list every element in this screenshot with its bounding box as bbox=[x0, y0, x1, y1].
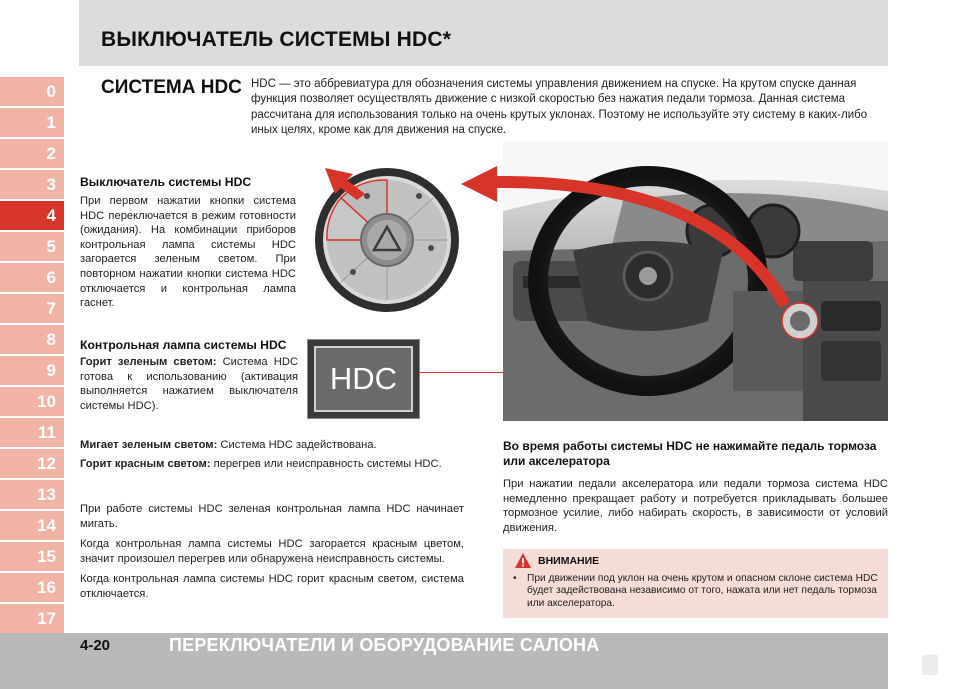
chapter-tab-5[interactable]: 5 bbox=[0, 232, 64, 261]
warning-text: При движении под уклон на очень крутом и опасном склоне система HDC будет задействована независимо от того, нажата или нет педаль тормоза или акселератора. bbox=[527, 573, 878, 609]
corner-mark bbox=[922, 655, 938, 675]
hdc-indicator-label: HDC bbox=[314, 346, 413, 412]
pedal-heading: Во время работы системы HDC не нажимайте педаль тормоза или акселератора bbox=[503, 439, 877, 468]
warning-bullet: • bbox=[513, 573, 517, 584]
chapter-tab-4[interactable]: 4 bbox=[0, 201, 64, 230]
chapter-tab-7[interactable]: 7 bbox=[0, 294, 64, 323]
green-blink-text: Система HDC задействована. bbox=[220, 439, 377, 451]
warning-title: ВНИМАНИЕ bbox=[538, 555, 600, 567]
pointer-arrow bbox=[455, 160, 800, 310]
chapter-tab-11[interactable]: 11 bbox=[0, 418, 64, 447]
switch-heading: Выключатель системы HDC bbox=[80, 175, 252, 189]
chapter-tab-16[interactable]: 16 bbox=[0, 573, 64, 602]
warning-text-block bbox=[513, 573, 878, 610]
section-intro: HDC — это аббревиатура для обозначения системы управления движением на спуске. На крутом спуске данная функция позволяет осуществлять движение с низкой скоростью без нажатия педали тормоза. Данная система рассчитана для использования только на очень крутых уклонах. Поэтому не используйте эту систему в каких-либо иных целях, кроме как для движения на спуске. bbox=[251, 78, 868, 137]
chapter-tab-15[interactable]: 15 bbox=[0, 542, 64, 571]
warning-box bbox=[503, 549, 888, 618]
green-on-text: Система HDC готова к использованию (активация выполняется нажатием выключателя системы HDC). bbox=[80, 356, 298, 412]
page-title: ВЫКЛЮЧАТЕЛЬ СИСТЕМЫ HDC* bbox=[101, 28, 452, 51]
section-heading: СИСТЕМА HDC bbox=[101, 77, 242, 98]
operation-p1: При работе системы HDC зеленая контрольная лампа HDC начинает мигать. bbox=[80, 503, 464, 530]
pedal-text: При нажатии педали акселератора или педали тормоза система HDC немедленно прекращает работу и потребуется прикладывать большее тормозное усилие, либо набирать скорость, в зависимости от условий движения. bbox=[503, 478, 888, 534]
chapter-tab-6[interactable]: 6 bbox=[0, 263, 64, 292]
red-text: перегрев или неисправность системы HDC. bbox=[213, 457, 442, 470]
chapter-tab-17[interactable]: 17 bbox=[0, 604, 64, 633]
chapter-tabs bbox=[0, 77, 64, 635]
switch-text: При первом нажатии кнопки система HDC переключается в режим готовности (ожидания). На комбинации приборов контрольная лампа системы HDC загорается зеленым светом. При повторном нажатии кнопки система HDC отключается и контрольная лампа гаснет. bbox=[80, 195, 296, 310]
chapter-tab-2[interactable]: 2 bbox=[0, 139, 64, 168]
operation-p3: Когда контрольная лампа системы HDC горит красным светом, система отключается. bbox=[80, 573, 464, 600]
warning-icon bbox=[515, 553, 531, 568]
page-number: 4-20 bbox=[80, 637, 111, 654]
hdc-switch-illustration bbox=[307, 160, 472, 315]
lamp-block bbox=[80, 338, 298, 413]
chapter-tab-9[interactable]: 9 bbox=[0, 356, 64, 385]
hdc-indicator-lamp bbox=[307, 339, 420, 419]
operation-p2: Когда контрольная лампа системы HDC загорается красным цветом, значит произошел перегрев или обнаружена неисправность системы. bbox=[80, 538, 464, 565]
chapter-tab-1[interactable]: 1 bbox=[0, 108, 64, 137]
operation-block bbox=[80, 502, 464, 602]
footer-title: ПЕРЕКЛЮЧАТЕЛИ И ОБОРУДОВАНИЕ САЛОНА bbox=[169, 635, 600, 655]
lamp-heading: Контрольная лампа системы HDC bbox=[80, 338, 287, 352]
red-label: Горит красным светом: bbox=[80, 457, 211, 470]
lamp-states bbox=[80, 438, 470, 471]
chapter-tab-10[interactable]: 10 bbox=[0, 387, 64, 416]
green-on-label: Горит зеленым светом: bbox=[80, 356, 217, 368]
chapter-tab-13[interactable]: 13 bbox=[0, 480, 64, 509]
chapter-tab-3[interactable]: 3 bbox=[0, 170, 64, 199]
chapter-tab-8[interactable]: 8 bbox=[0, 325, 64, 354]
switch-block bbox=[80, 175, 296, 311]
chapter-tab-14[interactable]: 14 bbox=[0, 511, 64, 540]
chapter-tab-12[interactable]: 12 bbox=[0, 449, 64, 478]
pedal-block bbox=[503, 439, 888, 535]
green-blink-label: Мигает зеленым светом: bbox=[80, 439, 218, 451]
chapter-tab-0[interactable]: 0 bbox=[0, 77, 64, 106]
